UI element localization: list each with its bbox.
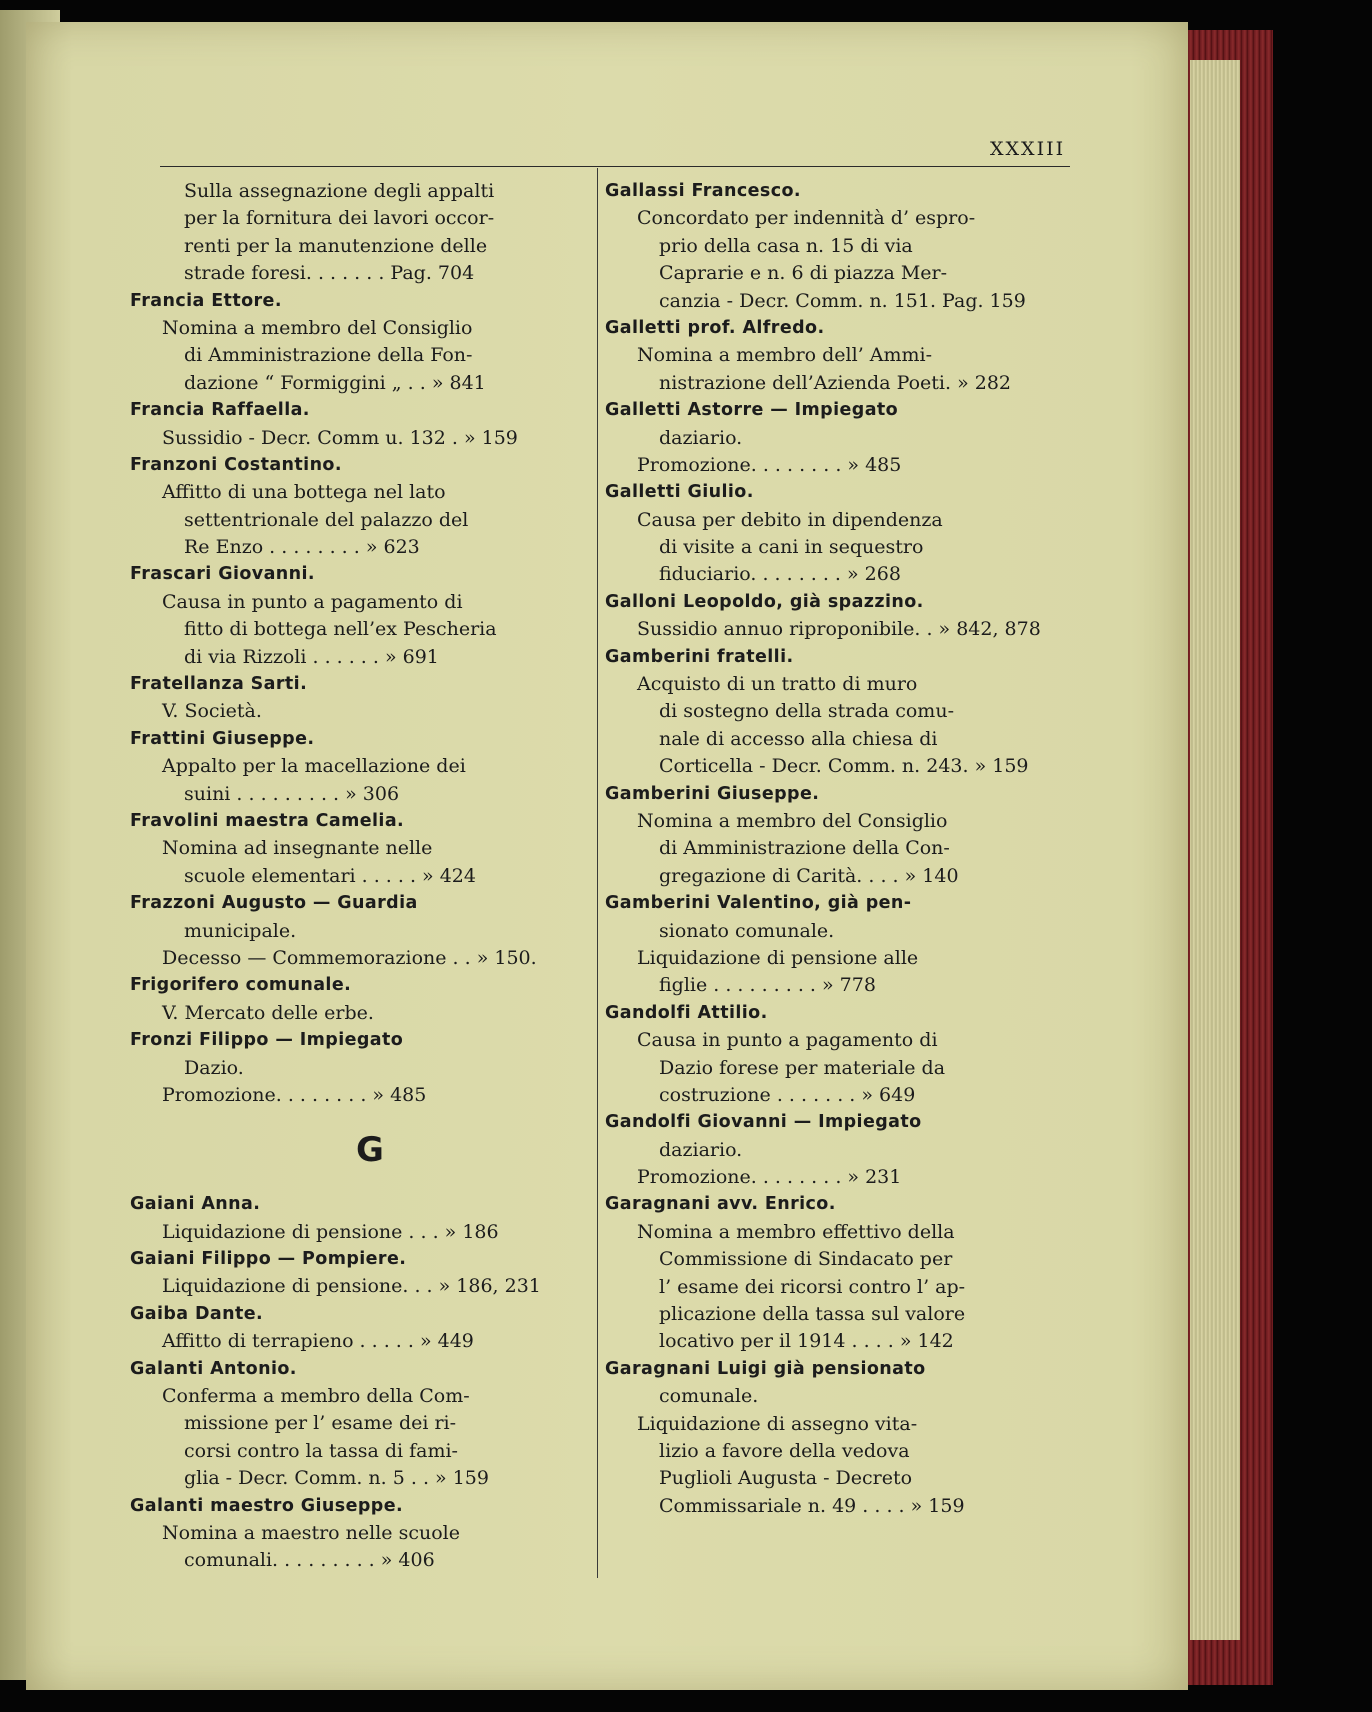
index-entry-line: di sostegno della strada comu- [659, 700, 954, 723]
index-entry-heading: Fronzi Filippo — Impiegato [130, 1030, 404, 1051]
index-entry-line: Liquidazione di assegno vita- [637, 1412, 918, 1435]
index-entry-line: Commissariale n. 49 . . . . » 159 [659, 1494, 965, 1517]
index-entry-line: sionato comunale. [659, 919, 835, 942]
index-entry-line: Promozione. . . . . . . . » 231 [637, 1166, 902, 1189]
page-stack-edge [1190, 60, 1240, 1640]
index-entry-line: corsi contro la tassa di fami- [184, 1439, 458, 1462]
index-entry-heading: Garagnani Luigi già pensionato [605, 1358, 926, 1379]
index-entry-line: Affitto di terrapieno . . . . . » 449 [162, 1330, 474, 1353]
index-entry-heading: Garagnani avv. Enrico. [605, 1194, 836, 1215]
index-column-left [130, 178, 580, 1575]
index-entry-line: settentrionale del palazzo del [184, 508, 469, 531]
index-entry-line: missione per l’ esame dei ri- [184, 1412, 457, 1435]
index-entry-line: suini . . . . . . . . . » 306 [184, 782, 400, 805]
index-entry-line: Sussidio - Decr. Comm u. 132 . » 159 [162, 426, 518, 449]
index-entry-line: scuole elementari . . . . . » 424 [184, 864, 476, 887]
index-entry-heading: Gamberini fratelli. [605, 646, 794, 667]
index-entry-heading: Galloni Leopoldo, già spazzino. [605, 591, 924, 612]
index-entry-line: V. Società. [162, 700, 262, 723]
index-entry-heading: Galletti Astorre — Impiegato [605, 400, 899, 421]
index-entry-line: Nomina a membro del Consiglio [637, 809, 948, 832]
index-entry-heading: Gandolfi Attilio. [605, 1002, 768, 1023]
index-entry-line: Sussidio annuo riproponibile. . » 842, 878 [637, 618, 1041, 641]
index-entry-heading: Gamberini Valentino, già pen- [605, 893, 912, 914]
page-number: XXXIII [990, 138, 1066, 160]
index-entry-line: dazione “ Formiggini „ . . » 841 [184, 371, 486, 394]
index-entry-heading: Galletti Giulio. [605, 482, 754, 503]
index-entry-line: Nomina a membro del Consiglio [162, 316, 473, 339]
index-entry-line: locativo per il 1914 . . . . » 142 [659, 1330, 954, 1353]
index-entry-line: Nomina a membro effettivo della [637, 1220, 955, 1243]
index-entry-line: Concordato per indennità d’ espro- [637, 207, 976, 230]
index-entry-heading: Francia Ettore. [130, 290, 282, 311]
header-rule [160, 166, 1070, 167]
index-entry-heading: Franzoni Costantino. [130, 454, 342, 475]
index-entry-line: Causa in punto a pagamento di [637, 1029, 938, 1052]
index-entry-line: Decesso — Commemorazione . . » 150. [162, 946, 537, 969]
index-entry-heading: Fratellanza Sarti. [130, 674, 308, 695]
index-entry-line: Conferma a membro della Com- [162, 1385, 470, 1408]
index-entry-line: per la fornitura dei lavori occor- [184, 207, 495, 230]
index-entry-line: comunali. . . . . . . . . » 406 [184, 1549, 435, 1572]
index-entry-line: Causa in punto a pagamento di [162, 590, 463, 613]
index-entry-heading: Gaiani Filippo — Pompiere. [130, 1249, 407, 1270]
index-entry-line: glia - Decr. Comm. n. 5 . . » 159 [184, 1467, 489, 1490]
section-letter: G [356, 1130, 384, 1171]
index-entry-line: Promozione. . . . . . . . » 485 [162, 1083, 427, 1106]
index-entry-line: strade foresi. . . . . . . Pag. 704 [184, 262, 475, 285]
index-entry-line: Commissione di Sindacato per [659, 1248, 953, 1271]
column-divider [597, 168, 598, 1578]
index-entry-line: di via Rizzoli . . . . . . » 691 [184, 645, 439, 668]
index-entry-line: di Amministrazione della Con- [659, 837, 950, 860]
index-entry-line: Corticella - Decr. Comm. n. 243. » 159 [659, 755, 1029, 778]
index-entry-line: Re Enzo . . . . . . . . » 623 [184, 536, 420, 559]
index-entry-line: renti per la manutenzione delle [184, 234, 488, 257]
index-entry-line: Dazio. [184, 1056, 244, 1079]
index-entry-line: prio della casa n. 15 di via [659, 234, 913, 257]
index-entry-line: daziario. [659, 1138, 743, 1161]
index-entry-heading: Gallassi Francesco. [605, 181, 801, 201]
index-entry-line: V. Mercato delle erbe. [162, 1001, 374, 1024]
index-entry-heading: Gandolfi Giovanni — Impiegato [605, 1112, 922, 1133]
index-entry-line: costruzione . . . . . . . » 649 [659, 1083, 916, 1106]
index-entry-line: Dazio forese per materiale da [659, 1056, 946, 1079]
index-entry-heading: Frazzoni Augusto — Guardia [130, 893, 418, 914]
index-entry-heading: Gamberini Giuseppe. [605, 783, 820, 804]
index-entry-line: Liquidazione di pensione . . . » 186 [162, 1220, 499, 1243]
index-entry-line: Caprarie e n. 6 di piazza Mer- [659, 262, 948, 285]
index-entry-line: municipale. [184, 919, 297, 942]
index-entry-line: canzia - Decr. Comm. n. 151. Pag. 159 [659, 289, 1026, 312]
index-entry-line: Affitto di una bottega nel lato [162, 481, 446, 504]
index-entry-heading: Galletti prof. Alfredo. [605, 317, 825, 338]
index-entry-heading: Francia Raffaella. [130, 400, 310, 421]
index-entry-line: Acquisto di un tratto di muro [637, 673, 918, 696]
index-entry-heading: Galanti maestro Giuseppe. [130, 1495, 404, 1516]
index-entry-heading: Frigorifero comunale. [130, 975, 352, 996]
index-entry-heading: Frascari Giovanni. [130, 564, 315, 585]
index-entry-line: figlie . . . . . . . . . » 778 [659, 974, 876, 997]
index-entry-line: Nomina ad insegnante nelle [162, 837, 433, 860]
index-entry-line: Sulla assegnazione degli appalti [184, 180, 495, 202]
index-entry-heading: Frattini Giuseppe. [130, 728, 315, 749]
index-entry-line: Liquidazione di pensione alle [637, 946, 919, 969]
index-entry-line: di visite a cani in sequestro [659, 536, 924, 559]
index-entry-heading: Gaiba Dante. [130, 1303, 264, 1324]
index-entry-line: fitto di bottega nell’ex Pescheria [184, 618, 497, 641]
index-entry-line: l’ esame dei ricorsi contro l’ ap- [659, 1275, 966, 1298]
index-entry-line: nistrazione dell’Azienda Poeti. » 282 [659, 371, 1011, 394]
index-entry-line: Nomina a membro dell’ Ammi- [637, 344, 933, 367]
index-entry-line: comunale. [659, 1385, 759, 1408]
index-entry-line: Causa per debito in dipendenza [637, 508, 943, 531]
index-entry-line: gregazione di Carità. . . . » 140 [659, 864, 959, 887]
index-entry-line: daziario. [659, 426, 743, 449]
index-entry-line: nale di accesso alla chiesa di [659, 727, 938, 750]
index-column-right [605, 178, 1055, 1520]
index-entry-heading: Fravolini maestra Camelia. [130, 810, 405, 831]
index-entry-line: Promozione. . . . . . . . » 485 [637, 453, 902, 476]
index-entry-line: lizio a favore della vedova [659, 1439, 910, 1462]
index-entry-line: Appalto per la macellazione dei [162, 755, 466, 778]
index-entry-heading: Galanti Antonio. [130, 1358, 297, 1379]
index-entry-line: di Amministrazione della Fon- [184, 344, 473, 367]
index-entry-heading: Gaiani Anna. [130, 1194, 261, 1215]
index-entry-line: Liquidazione di pensione. . . » 186, 231 [162, 1275, 541, 1298]
index-entry-line: Puglioli Augusta - Decreto [659, 1467, 913, 1490]
index-entry-line: Nomina a maestro nelle scuole [162, 1521, 460, 1544]
index-entry-line: fiduciario. . . . . . . . » 268 [659, 563, 901, 586]
index-entry-line: plicazione della tassa sul valore [659, 1303, 966, 1326]
